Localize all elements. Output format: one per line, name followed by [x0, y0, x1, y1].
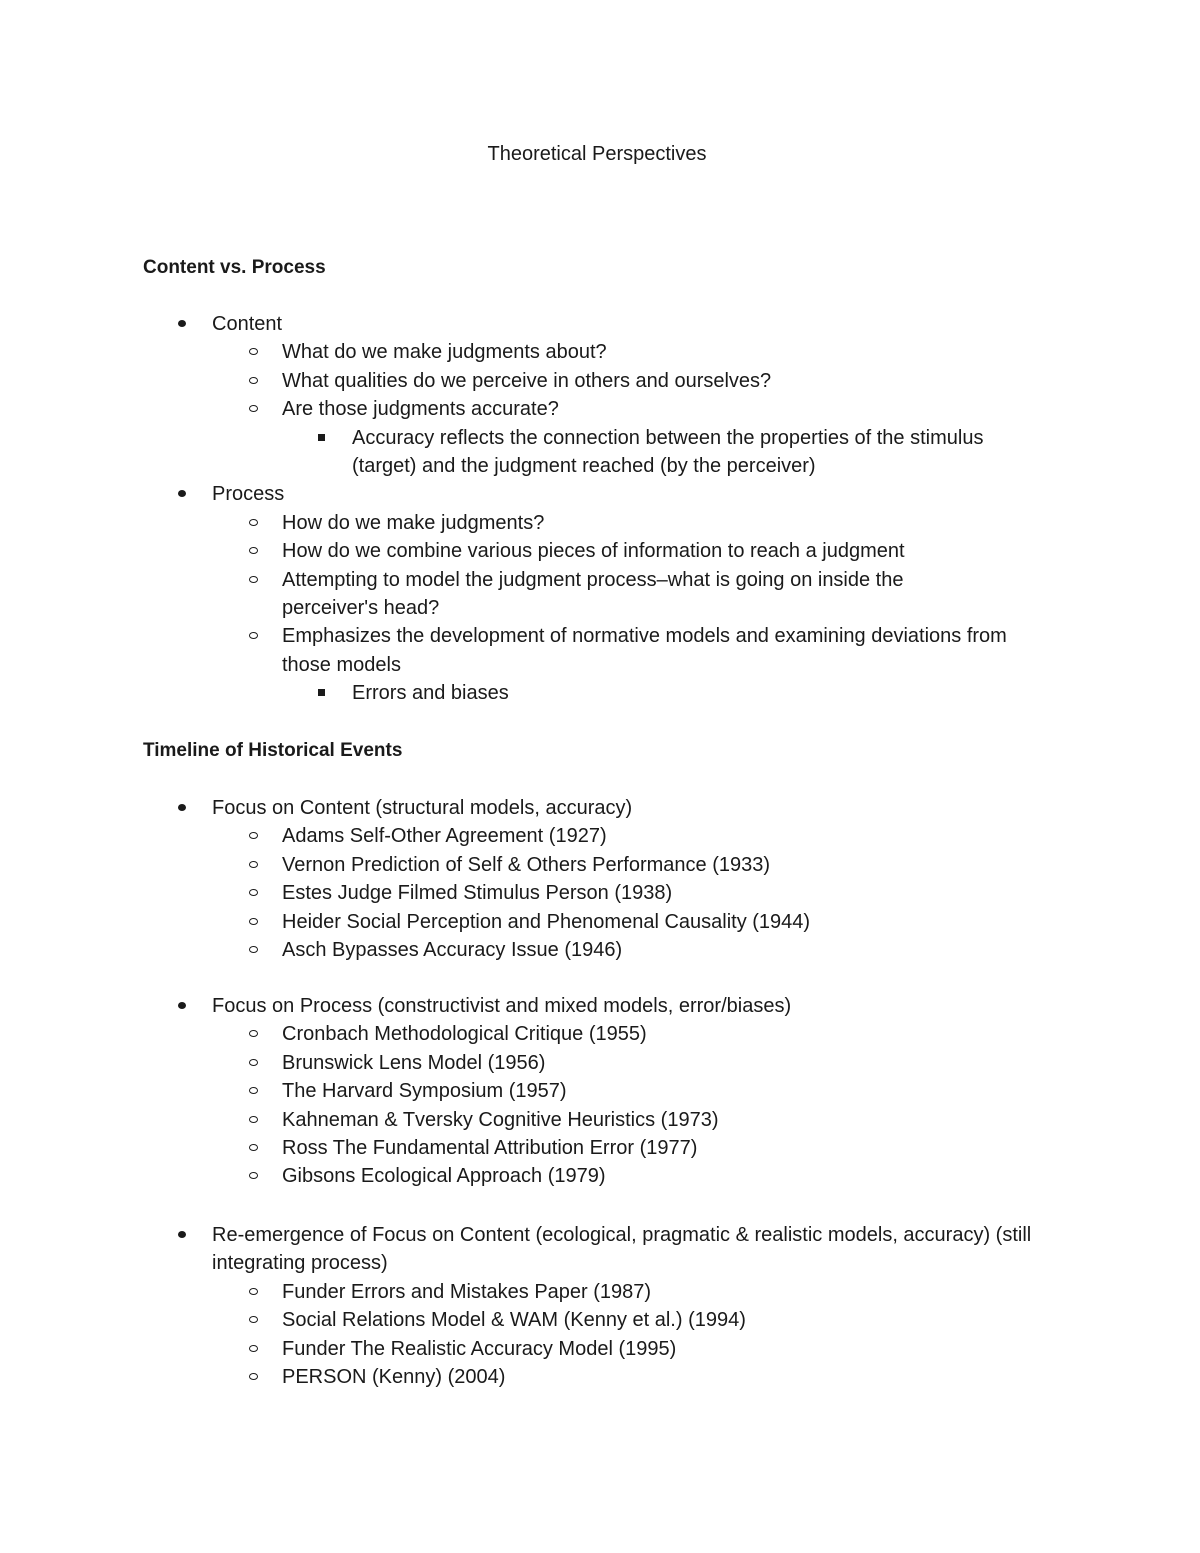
hollow-circle-bullet-icon: [249, 832, 258, 839]
timeline-group-reemergence: [0, 1221, 1200, 1391]
list-item: Errors and biases: [0, 679, 1200, 707]
list-item: Social Relations Model & WAM (Kenny et al.) (1994): [0, 1306, 1200, 1334]
hollow-circle-bullet-icon: [249, 348, 258, 355]
hollow-circle-bullet-icon: [249, 405, 258, 412]
page-title: Theoretical Perspectives: [487, 143, 707, 165]
list-item: Funder Errors and Mistakes Paper (1987): [0, 1278, 1200, 1306]
square-bullet-icon: [318, 434, 325, 441]
filled-circle-bullet-icon: [178, 490, 186, 497]
list-item: Gibsons Ecological Approach (1979): [0, 1162, 1200, 1190]
list-item: Re-emergence of Focus on Content (ecological, pragmatic & realistic models, accuracy) (still integrating process): [0, 1221, 1062, 1278]
list-item: PERSON (Kenny) (2004): [0, 1363, 1200, 1391]
list-item: Brunswick Lens Model (1956): [0, 1049, 1200, 1077]
list-item: Attempting to model the judgment process–what is going on inside the perceiver's head?: [0, 566, 972, 623]
list-item: Content: [0, 310, 1200, 338]
filled-circle-bullet-icon: [178, 804, 186, 811]
filled-circle-bullet-icon: [178, 320, 186, 327]
hollow-circle-bullet-icon: [249, 1059, 258, 1066]
square-bullet-icon: [318, 689, 325, 696]
list-item: Ross The Fundamental Attribution Error (1977): [0, 1134, 1200, 1162]
list-item: Estes Judge Filmed Stimulus Person (1938): [0, 879, 1200, 907]
hollow-circle-bullet-icon: [249, 1316, 258, 1323]
hollow-circle-bullet-icon: [249, 1345, 258, 1352]
list-item: Are those judgments accurate?: [0, 395, 1200, 423]
timeline-group-content: [0, 794, 1200, 964]
list-item: How do we make judgments?: [0, 509, 1200, 537]
hollow-circle-bullet-icon: [249, 1087, 258, 1094]
hollow-circle-bullet-icon: [249, 576, 258, 583]
list-item: Adams Self-Other Agreement (1927): [0, 822, 1200, 850]
list-item: Process: [0, 480, 1200, 508]
list-item: Accuracy reflects the connection between the properties of the stimulus (target) and the judgment reached (by the perceiver): [0, 424, 1052, 481]
list-item: Funder The Realistic Accuracy Model (1995): [0, 1335, 1200, 1363]
hollow-circle-bullet-icon: [249, 632, 258, 639]
hollow-circle-bullet-icon: [249, 861, 258, 868]
hollow-circle-bullet-icon: [249, 1116, 258, 1123]
hollow-circle-bullet-icon: [249, 1373, 258, 1380]
section-heading-timeline: Timeline of Historical Events: [143, 740, 403, 761]
hollow-circle-bullet-icon: [249, 519, 258, 526]
list-item: Vernon Prediction of Self & Others Performance (1933): [0, 851, 1200, 879]
list-item: Cronbach Methodological Critique (1955): [0, 1020, 1200, 1048]
list-item: Asch Bypasses Accuracy Issue (1946): [0, 936, 1200, 964]
list-item: Focus on Content (structural models, accuracy): [0, 794, 1200, 822]
list-item: The Harvard Symposium (1957): [0, 1077, 1200, 1105]
hollow-circle-bullet-icon: [249, 918, 258, 925]
hollow-circle-bullet-icon: [249, 377, 258, 384]
section-heading-content-vs-process: Content vs. Process: [143, 257, 326, 278]
hollow-circle-bullet-icon: [249, 946, 258, 953]
list-item: What do we make judgments about?: [0, 338, 1200, 366]
timeline-group-process: [0, 992, 1200, 1191]
filled-circle-bullet-icon: [178, 1002, 186, 1009]
hollow-circle-bullet-icon: [249, 547, 258, 554]
hollow-circle-bullet-icon: [249, 1144, 258, 1151]
hollow-circle-bullet-icon: [249, 1172, 258, 1179]
list-item: Focus on Process (constructivist and mixed models, error/biases): [0, 992, 1200, 1020]
list-item: Heider Social Perception and Phenomenal Causality (1944): [0, 908, 1200, 936]
list-item: What qualities do we perceive in others and ourselves?: [0, 367, 1200, 395]
hollow-circle-bullet-icon: [249, 889, 258, 896]
filled-circle-bullet-icon: [178, 1231, 186, 1238]
hollow-circle-bullet-icon: [249, 1030, 258, 1037]
list-item: How do we combine various pieces of information to reach a judgment: [0, 537, 1200, 565]
list-item: Emphasizes the development of normative models and examining deviations from those models: [0, 622, 1042, 679]
content-vs-process-list: [0, 310, 1200, 708]
hollow-circle-bullet-icon: [249, 1288, 258, 1295]
list-item: Kahneman & Tversky Cognitive Heuristics (1973): [0, 1106, 1200, 1134]
